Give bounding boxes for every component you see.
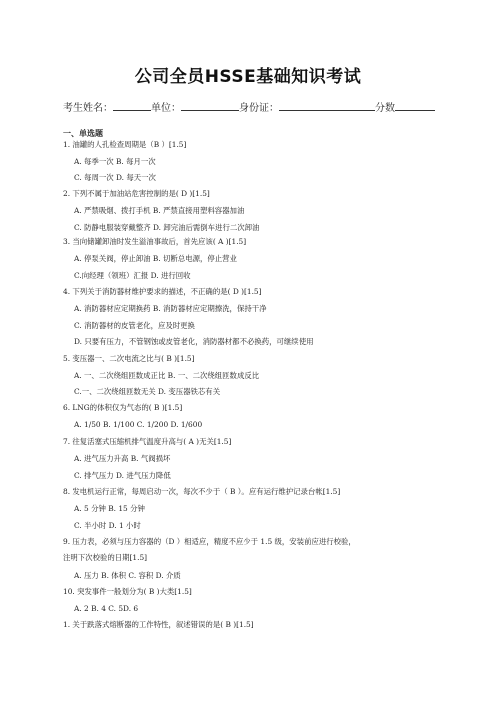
option-line: A. 消防器材应定期换药 B. 消防器材应定期擦洗，保持干净 <box>74 304 267 313</box>
name-label: 考生姓名： <box>63 103 113 114</box>
option-line: A. 一、二次绕组匝数成正比 B. 一、二次绕组匝数成反比 <box>74 371 260 380</box>
option-line: A. 5 分钟 B. 15 分钟 <box>74 504 145 513</box>
option-line: A. 严禁吸烟、拨打手机 B. 严禁直接用塑料容器加油 <box>74 206 245 215</box>
section-title: 一、单选题 <box>63 129 103 138</box>
question-text: 1. 关于跌落式熔断器的工作特性，叙述错误的是( B )[1.5] <box>63 620 254 629</box>
option-line: A. 压力 B. 体积 C. 容积 D. 介质 <box>74 571 181 580</box>
candidate-info-row <box>63 99 433 114</box>
option-line: A. 停泵关阀，停止卸油 B. 切断总电源，停止营业 <box>74 254 237 263</box>
option-line: C.向经理（领班）汇报 D. 进行回收 <box>74 271 191 280</box>
question-text: 4. 下列关于消防器材维护要求的描述，不正确的是( D )[1.5] <box>63 287 262 296</box>
question-text: 2. 下列不属于加油站危害控制的是( D )[1.5] <box>63 189 210 198</box>
option-line: A. 进气压力升高 B. 气阀损坏 <box>74 454 171 463</box>
question-text: 7. 往复活塞式压缩机排气温度升高与( A )无关[1.5] <box>63 437 232 446</box>
option-line: C. 排气压力 D. 进气压力降低 <box>74 471 171 480</box>
option-line: C. 每周一次 D. 每天一次 <box>74 173 156 182</box>
question-text: 9. 压力表，必须与压力容器的（D ）相适应，精度不应少于 1.5 级，安装前应进行校验， <box>63 537 356 546</box>
id-label: 身份证： <box>239 103 279 114</box>
question-text: 10. 突发事件一般划分为( B )大类[1.5] <box>63 587 192 596</box>
question-text: 1. 油罐的人孔检查周期是（B ）[1.5] <box>63 140 187 149</box>
option-line: A. 2 B. 4 C. 5D. 6 <box>74 604 139 613</box>
question-text: 8. 发电机运行正常，每周启动一次，每次不少于（ B ）。应有运行维护记录台帐[1.5] <box>63 487 341 496</box>
option-line: C. 消防器材的皮管老化，应及时更换 <box>74 321 195 330</box>
question-text: 5. 变压器一、二次电流之比与( B )[1.5] <box>63 354 195 363</box>
unit-field[interactable] <box>181 101 239 111</box>
score-field[interactable] <box>395 101 435 111</box>
id-field[interactable] <box>279 101 375 111</box>
option-line: A. 每季一次 B. 每月一次 <box>74 157 156 166</box>
option-line: D. 只要有压力，不管钢蚀或皮管老化，消防器材都不必换药，可继续使用 <box>74 337 314 346</box>
option-line: C. 防静电服装穿戴整齐 D. 卸完油后需倒车进行二次卸油 <box>74 223 260 232</box>
unit-label: 单位： <box>151 103 181 114</box>
question-text: 3. 当向储罐卸油时发生溢油事故后，首先应该( A )[1.5] <box>63 237 247 246</box>
score-label: 分数 <box>375 103 395 114</box>
name-field[interactable] <box>113 101 151 111</box>
question-text-continued: 注明下次校验的日期[1.5] <box>63 553 148 562</box>
page-title: 公司全员HSSE基础知识考试 <box>134 67 362 87</box>
option-line: C. 半小时 D. 1 小时 <box>74 521 141 530</box>
option-line: A. 1/50 B. 1/100 C. 1/200 D. 1/600 <box>74 420 203 429</box>
question-text: 6. LNG的体积仅为气态的( B )[1.5] <box>63 403 183 412</box>
option-line: C.一、二次绕组匝数无关 D. 变压器铁芯有关 <box>74 387 221 396</box>
